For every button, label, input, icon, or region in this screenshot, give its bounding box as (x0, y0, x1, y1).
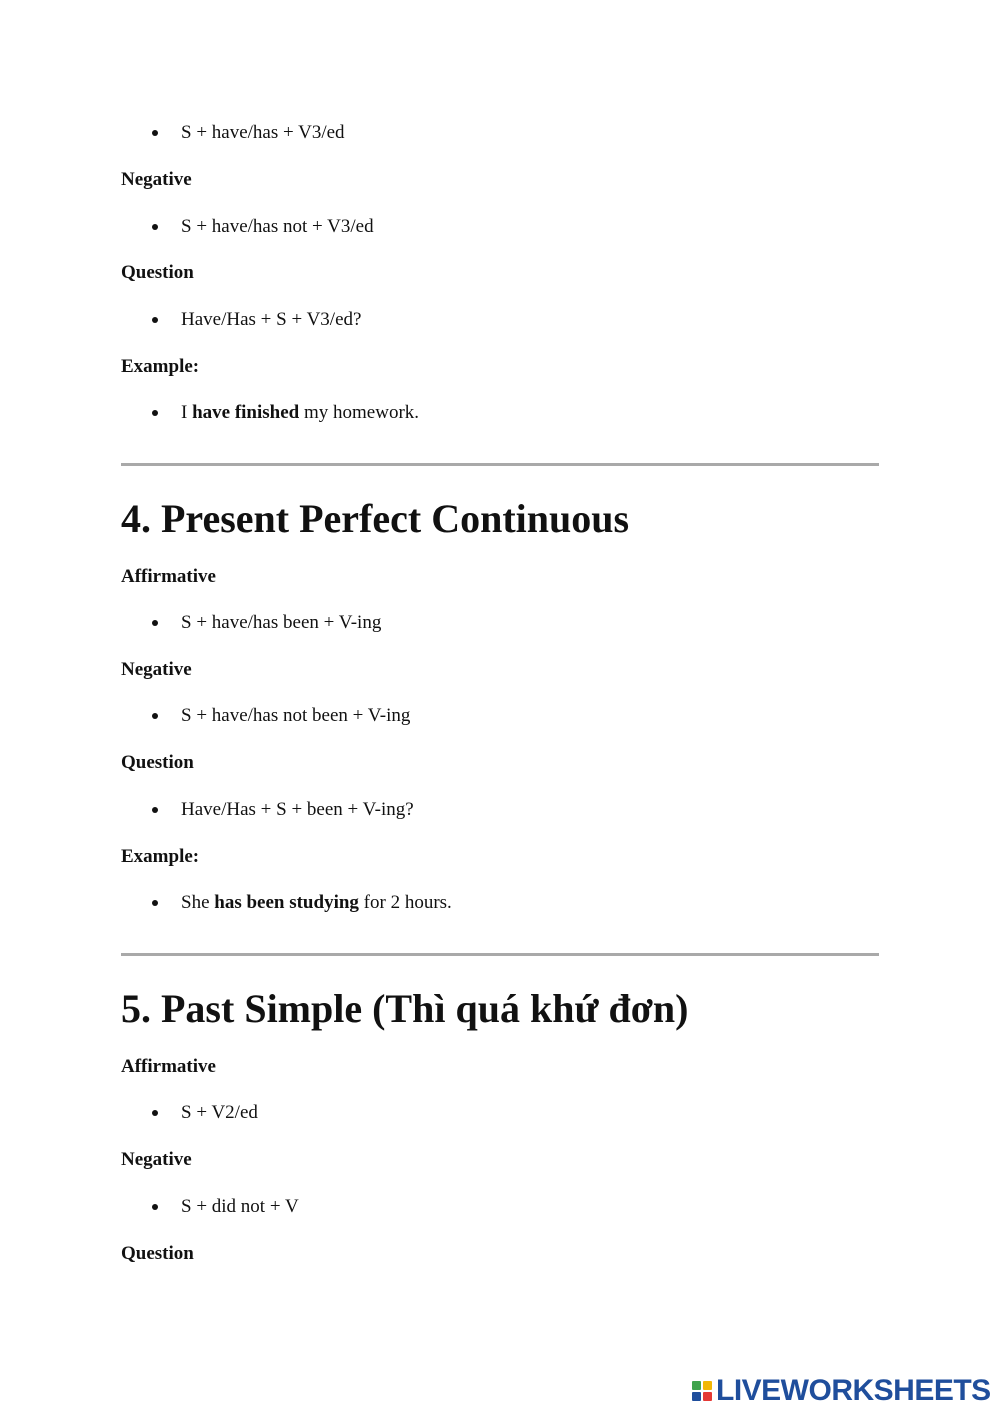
bullet-icon (152, 713, 158, 719)
sec3-example-bold: have finished (192, 402, 300, 423)
sec4-heading: 4. Present Perfect Continuous (121, 496, 630, 541)
sec4-example-bold: has been studying (214, 892, 359, 913)
sec4-affirmative-label: Affirmative (121, 566, 216, 587)
sec5-affirmative-label: Affirmative (121, 1056, 216, 1077)
bullet-icon (152, 807, 158, 813)
section-divider (121, 953, 879, 956)
bullet-icon (152, 1204, 158, 1210)
sec4-question-formula: Have/Has + S + been + V-ing? (181, 799, 414, 820)
liveworksheets-wordmark: LIVEWORKSHEETS (716, 1374, 991, 1407)
section-divider (121, 463, 879, 466)
sec4-affirmative-formula: S + have/has been + V-ing (181, 612, 382, 633)
sec4-example-pre: She (181, 892, 215, 913)
sec4-negative-label: Negative (121, 659, 192, 680)
sec3-example-pre: I (181, 402, 193, 423)
sec3-negative-formula: S + have/has not + V3/ed (181, 216, 374, 237)
bullet-icon (152, 130, 158, 136)
sec4-negative-formula: S + have/has not been + V-ing (181, 705, 411, 726)
sec5-heading: 5. Past Simple (Thì quá khứ đơn) (121, 986, 689, 1031)
liveworksheets-mark-icon (692, 1381, 712, 1401)
bullet-icon (152, 224, 158, 230)
sec5-question-label: Question (121, 1243, 194, 1264)
sec5-negative-label: Negative (121, 1149, 192, 1170)
sec3-example-label: Example: (121, 356, 200, 377)
sec3-example (181, 402, 419, 424)
bullet-icon (152, 900, 158, 906)
bullet-icon (152, 1110, 158, 1116)
sec4-example-label: Example: (121, 846, 200, 867)
sec4-example-post: for 2 hours. (358, 892, 452, 913)
sec5-negative-formula: S + did not + V (181, 1196, 299, 1217)
sec3-question-label: Question (121, 262, 194, 283)
bullet-icon (152, 410, 158, 416)
liveworksheets-logo (692, 1375, 991, 1407)
bullet-icon (152, 317, 158, 323)
sec4-question-label: Question (121, 752, 194, 773)
sec3-example-post: my homework. (299, 402, 420, 423)
sec5-affirmative-formula: S + V2/ed (181, 1102, 258, 1123)
sec3-affirmative-formula: S + have/has + V3/ed (181, 122, 345, 143)
sec3-question-formula: Have/Has + S + V3/ed? (181, 309, 362, 330)
sec4-example (181, 892, 452, 914)
bullet-icon (152, 620, 158, 626)
sec3-negative-label: Negative (121, 169, 192, 190)
